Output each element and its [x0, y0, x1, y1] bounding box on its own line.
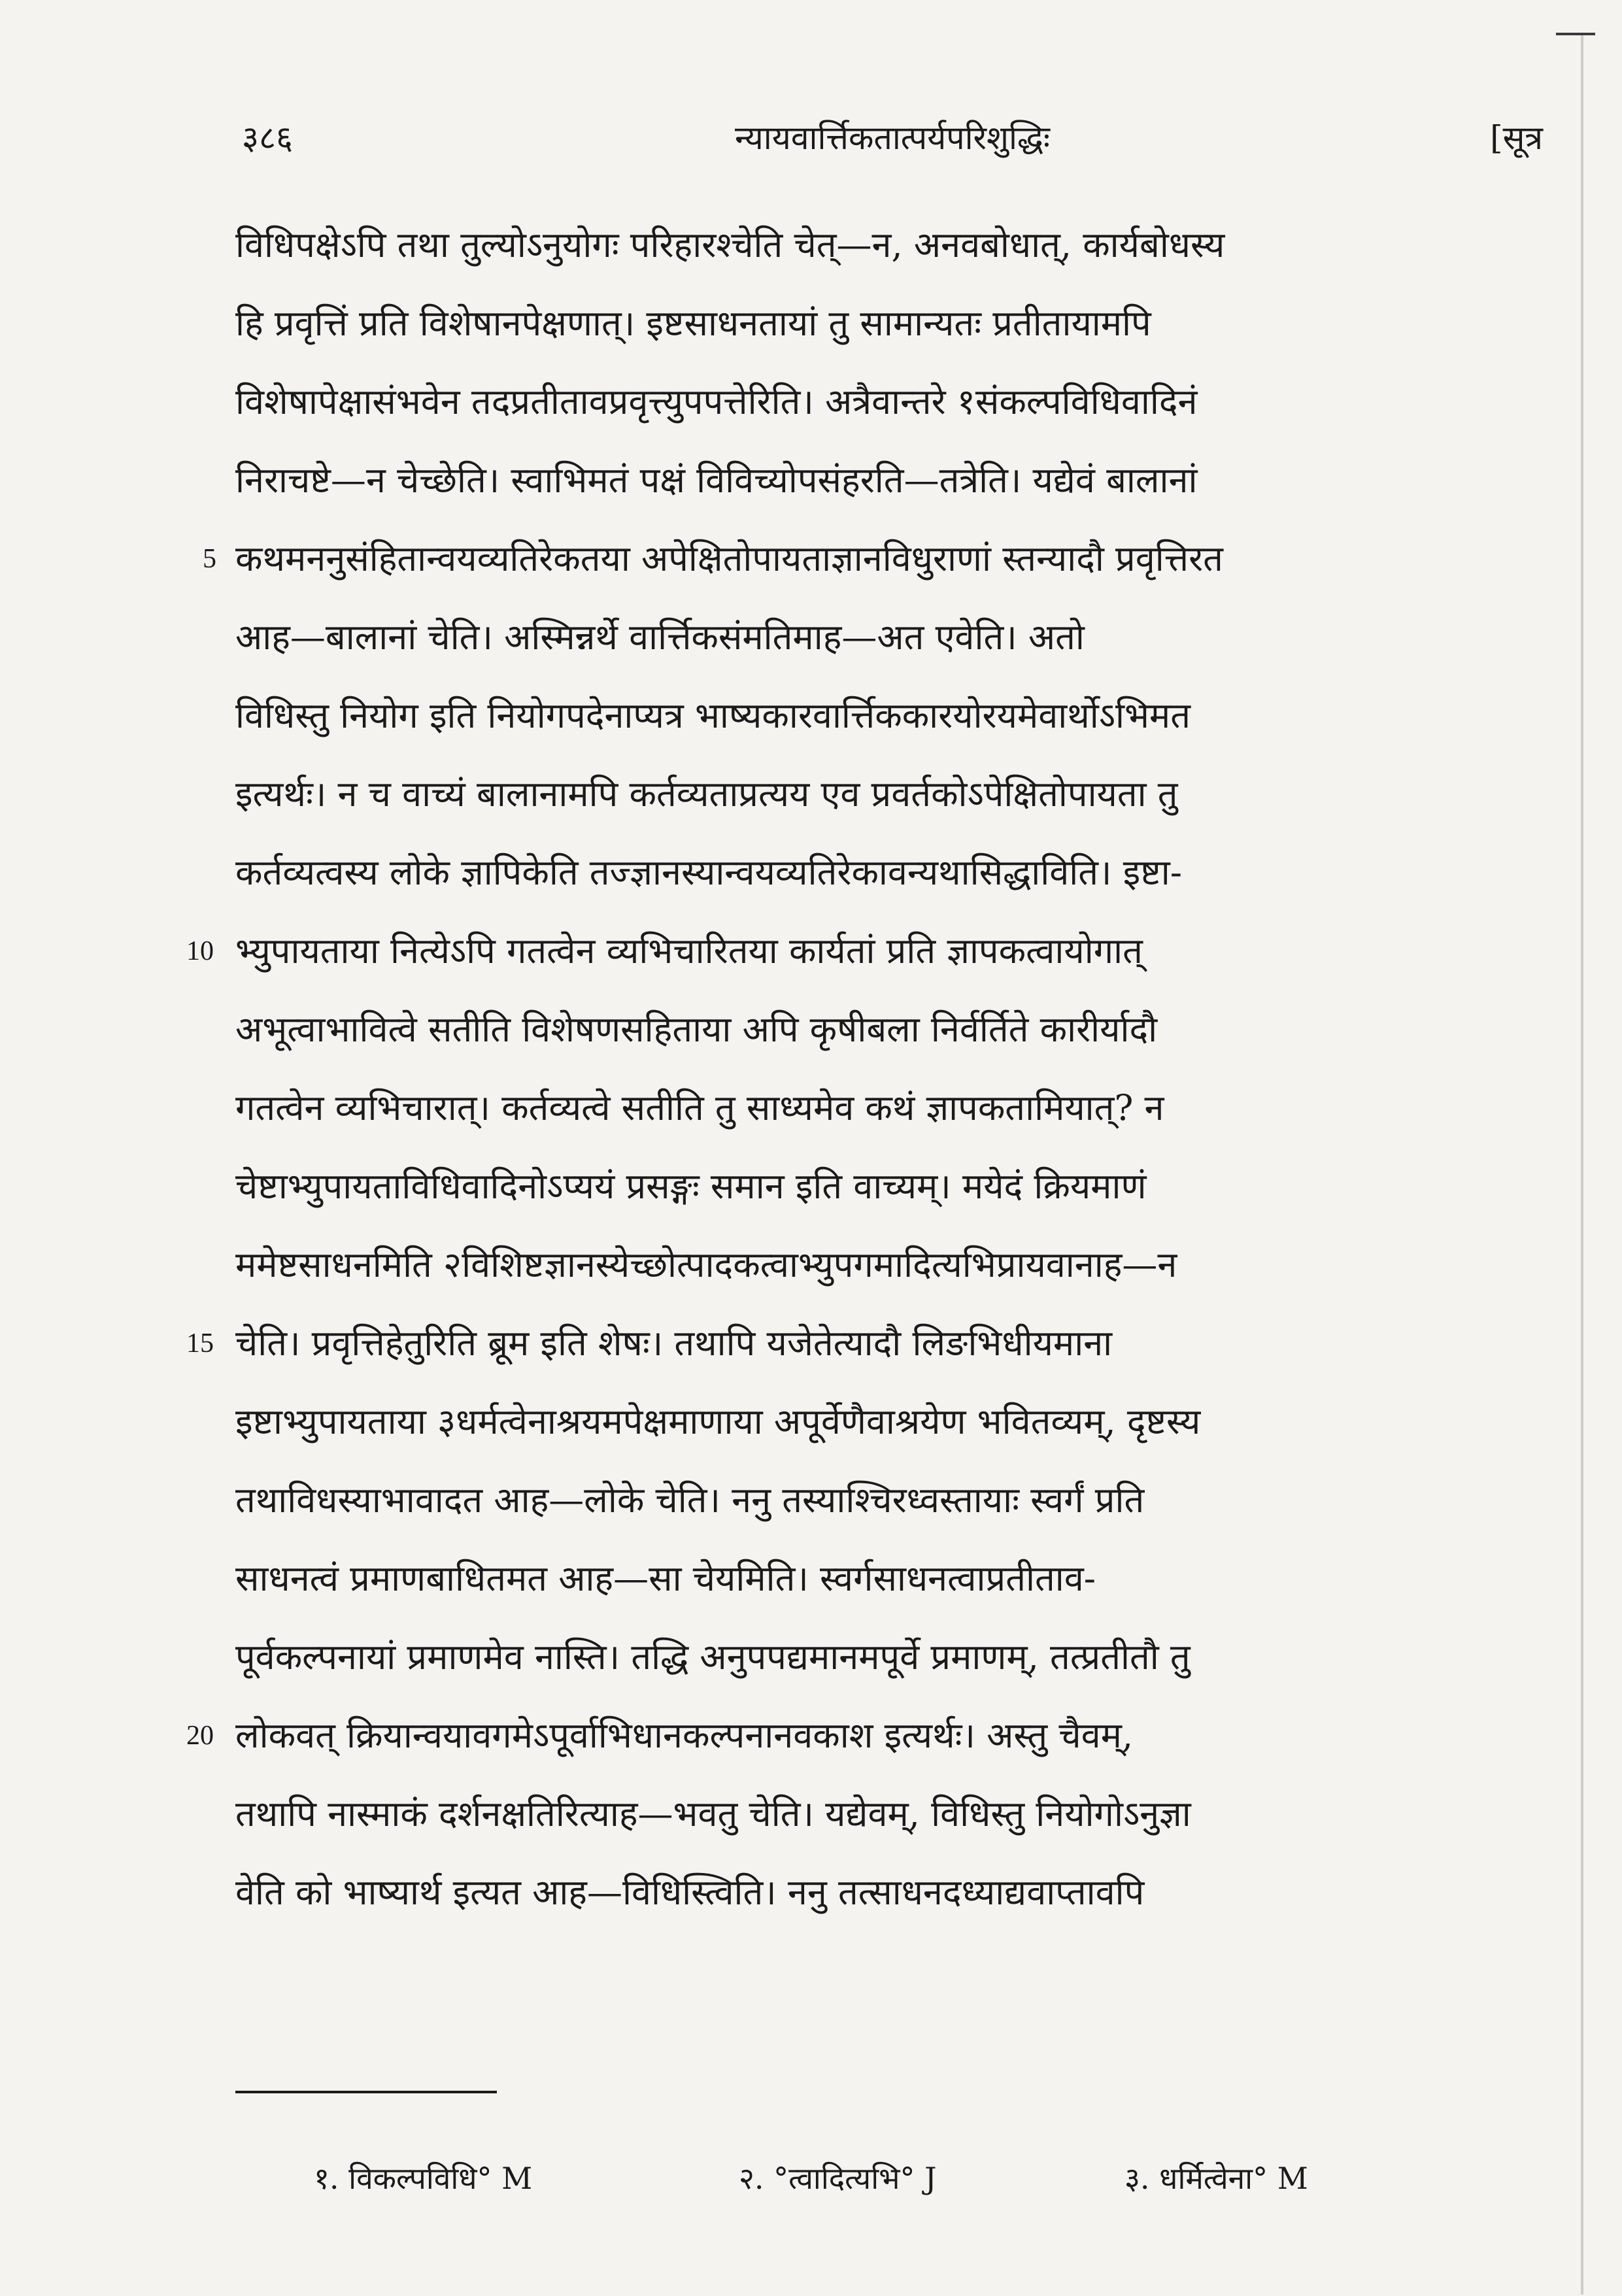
- text-line: लोकवत् क्रियान्वयावगमेऽपूर्वाभिधानकल्पनानवकाश इत्यर्थः। अस्तु चैवम्,: [235, 1715, 1134, 1756]
- text-line: इत्यर्थः। न च वाच्यं बालानामपि कर्तव्यताप्रत्यय एव प्रवर्तकोऽपेक्षितोपायता तु: [235, 773, 1178, 815]
- line-number: 15: [186, 1328, 214, 1359]
- text-line: विधिपक्षेऽपि तथा तुल्योऽनुयोगः परिहारश्चेति चेत्—न, अनवबोधात्, कार्यबोधस्य: [235, 224, 1225, 265]
- page-number: ३८६: [242, 119, 293, 157]
- text-line: ममेष्टसाधनमिति २विशिष्टज्ञानस्येच्छोत्पादकत्वाभ्युपगमादित्यभिप्रायवानाह—न: [235, 1244, 1177, 1285]
- text-line: तथाविधस्याभावादत आह—लोके चेति। ननु तस्याश्चिरध्वस्तायाः स्वर्गं प्रति: [235, 1479, 1145, 1521]
- footnote-3: ३. धर्मित्वेना° M: [1124, 2161, 1308, 2196]
- text-line: चेष्टाभ्युपायताविधिवादिनोऽप्ययं प्रसङ्गः समान इति वाच्यम्। मयेदं क्रियमाणं: [235, 1166, 1147, 1207]
- text-line: आह—बालानां चेति। अस्मिन्नर्थे वार्त्तिकसंमतिमाह—अत एवेति। अतो: [235, 616, 1085, 658]
- text-line: हि प्रवृत्तिं प्रति विशेषानपेक्षणात्। इष्टसाधनतायां तु सामान्यतः प्रतीतायामपि: [235, 303, 1151, 344]
- text-line: भ्युपायताया नित्येऽपि गतत्वेन व्यभिचारितया कार्यतां प्रति ज्ञापकत्वायोगात्: [235, 930, 1143, 971]
- running-title: न्यायवार्त्तिकतात्पर्यपरिशुद्धिः: [735, 119, 1050, 157]
- text-line: पूर्वकल्पनायां प्रमाणमेव नास्ति। तद्धि अनुपपद्यमानमपूर्वे प्रमाणम्, तत्प्रतीतौ तु: [235, 1636, 1191, 1678]
- text-line: विशेषापेक्षासंभवेन तदप्रतीतावप्रवृत्त्युपपत्तेरिति। अत्रैवान्तरे १संकल्पविधिवादिनं: [235, 381, 1198, 422]
- text-line: विधिस्तु नियोग इति नियोगपदेनाप्यत्र भाष्यकारवार्त्तिककारयोरयमेवार्थोऽभिमत: [235, 695, 1191, 736]
- line-number: 10: [186, 936, 214, 966]
- text-line: कर्तव्यत्वस्य लोके ज्ञापिकेति तज्ज्ञानस्यान्वयव्यतिरेकावन्यथासिद्धाविति। इष्टा-: [235, 852, 1182, 893]
- text-line: गतत्वेन व्यभिचारात्। कर्तव्यत्वे सतीति तु साध्यमेव कथं ज्ञापकतामियात्? न: [235, 1087, 1164, 1128]
- text-line: चेति। प्रवृत्तिहेतुरिति ब्रूम इति शेषः। तथापि यजेतेत्यादौ लिङभिधीयमाना: [235, 1323, 1113, 1364]
- page-edge-line: [1581, 33, 1583, 2295]
- footnote-1: १. विकल्पविधि° M: [314, 2161, 533, 2196]
- text-line: अभूत्वाभावित्वे सतीति विशेषणसहिताया अपि कृषीबला निर्वर्तिते कारीर्यादौ: [235, 1009, 1158, 1050]
- line-number: 20: [186, 1721, 214, 1751]
- text-line: वेति को भाष्यार्थ इत्यत आह—विधिस्त्विति। ननु तत्साधनदध्याद्यवाप्तावपि: [235, 1872, 1145, 1913]
- footnotes: [314, 2157, 1478, 2210]
- text-line: कथमननुसंहितान्वयव्यतिरेकतया अपेक्षितोपायताज्ञानविधुराणां स्तन्यादौ प्रवृत्तिरत: [235, 538, 1223, 579]
- text-line: तथापि नास्माकं दर्शनक्षतिरित्याह—भवतु चेति। यद्येवम्, विधिस्तु नियोगोऽनुज्ञा: [235, 1793, 1191, 1834]
- text-line: इष्टाभ्युपायताया ३धर्मत्वेनाश्रयमपेक्षमाणाया अपूर्वेणैवाश्रयेण भवितव्यम्, दृष्टस्य: [235, 1401, 1201, 1442]
- page-edge-tick: [1556, 33, 1595, 35]
- page-header: [242, 114, 1543, 173]
- text-line: साधनत्वं प्रमाणबाधितमत आह—सा चेयमिति। स्वर्गसाधनत्वाप्रतीताव-: [235, 1558, 1096, 1599]
- footnote-rule: [235, 2091, 497, 2093]
- footnote-2: २. °त्वादित्यभि° J: [739, 2161, 937, 2196]
- text-line: निराचष्टे—न चेच्छेति। स्वाभिमतं पक्षं विविच्योपसंहरति—तत्रेति। यद्येवं बालानां: [235, 460, 1198, 501]
- line-number: 5: [203, 544, 216, 574]
- section-mark: [सूत्र: [1490, 119, 1543, 157]
